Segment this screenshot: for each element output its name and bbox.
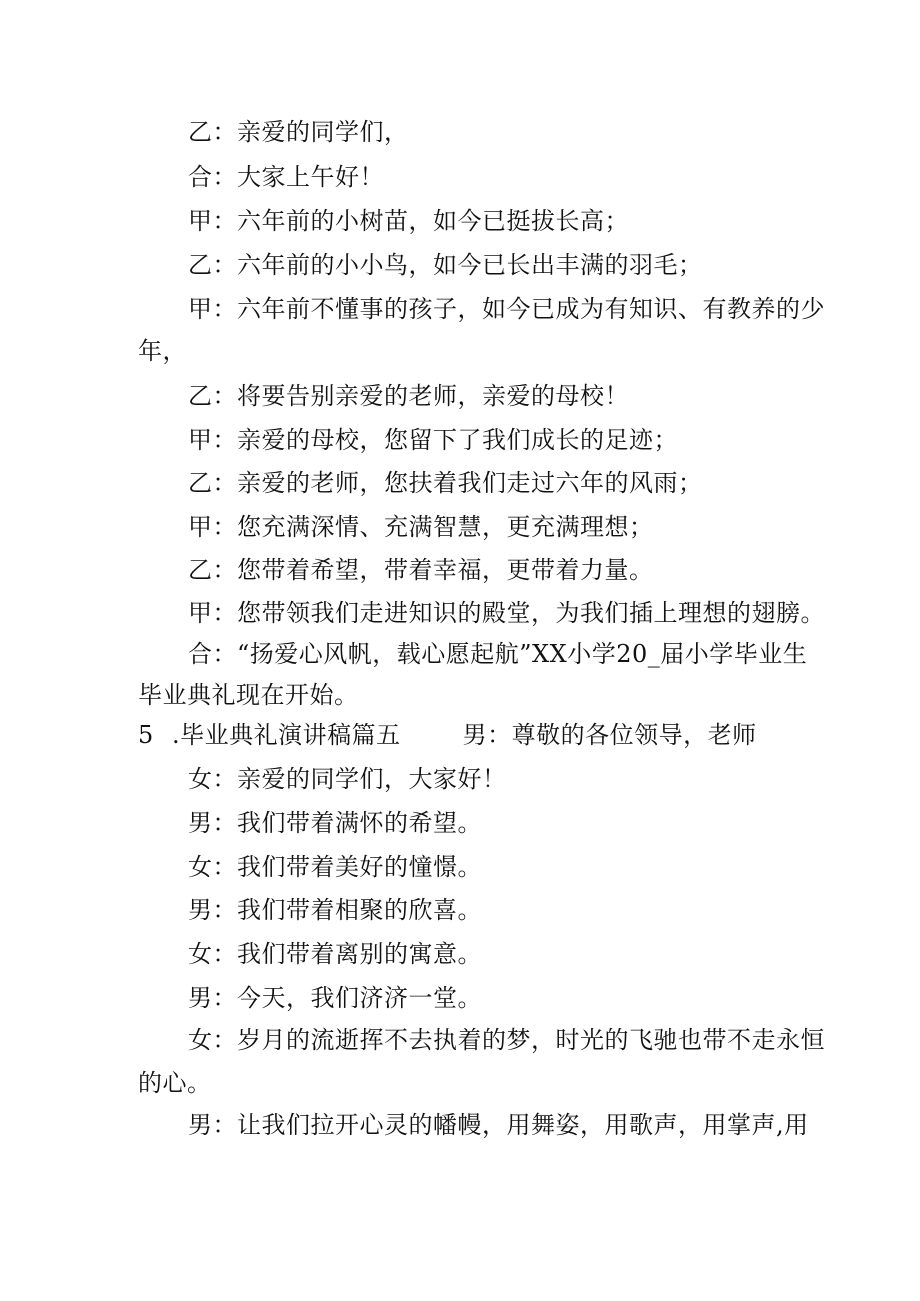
paragraph-line: 男：我们带着相聚的欣喜。 xyxy=(188,896,482,924)
section-heading xyxy=(138,718,757,752)
section-number: 5 xyxy=(138,721,154,749)
paragraph-line: 男：让我们拉开心灵的幡幔，用舞姿，用歌声，用掌声,用 xyxy=(188,1111,809,1139)
paragraph-line: 合：大家上午好！ xyxy=(188,163,384,191)
paragraph-line-continuation: 毕业典礼现在开始。 xyxy=(138,681,359,709)
paragraph-line: 甲：您充满深情、充满智慧，更充满理想； xyxy=(188,513,654,541)
paragraph-line: 乙：您带着希望，带着幸福，更带着力量。 xyxy=(188,556,654,584)
paragraph-line: 乙：六年前的小小鸟，如今已长出丰满的羽毛； xyxy=(188,251,703,279)
paragraph-line: 甲：六年前不懂事的孩子，如今已成为有知识、有教养的少 xyxy=(188,295,825,323)
paragraph-line: 乙：亲爱的老师，您扶着我们走过六年的风雨； xyxy=(188,469,703,497)
paragraph-line: 女：我们带着美好的憧憬。 xyxy=(188,853,482,881)
section-title: .毕业典礼演讲稿篇五 xyxy=(172,721,401,749)
paragraph-line: 男：今天，我们济济一堂。 xyxy=(188,984,482,1012)
paragraph-line-continuation: 的心。 xyxy=(138,1069,212,1097)
section-first-line: 男：尊敬的各位领导，老师 xyxy=(462,721,757,749)
paragraph-line: 女：亲爱的同学们，大家好！ xyxy=(188,765,507,793)
paragraph-line: 乙：亲爱的同学们， xyxy=(188,118,409,146)
paragraph-line: 女：我们带着离别的寓意。 xyxy=(188,940,482,968)
paragraph-line: 女：岁月的流逝挥不去执着的梦，时光的飞驰也带不走永恒 xyxy=(188,1026,825,1054)
paragraph-line: 甲：您带领我们走进知识的殿堂，为我们插上理想的翅膀。 xyxy=(188,599,825,627)
paragraph-line: 合：“扬爱心风帆，载心愿起航”XX小学20_届小学毕业生 xyxy=(188,640,808,668)
paragraph-line: 甲：亲爱的母校，您留下了我们成长的足迹； xyxy=(188,426,678,454)
paragraph-line-continuation: 年， xyxy=(138,337,187,365)
paragraph-line: 乙：将要告别亲爱的老师，亲爱的母校！ xyxy=(188,382,629,410)
paragraph-line: 男：我们带着满怀的希望。 xyxy=(188,809,482,837)
paragraph-line: 甲：六年前的小树苗，如今已挺拔长高； xyxy=(188,207,629,235)
